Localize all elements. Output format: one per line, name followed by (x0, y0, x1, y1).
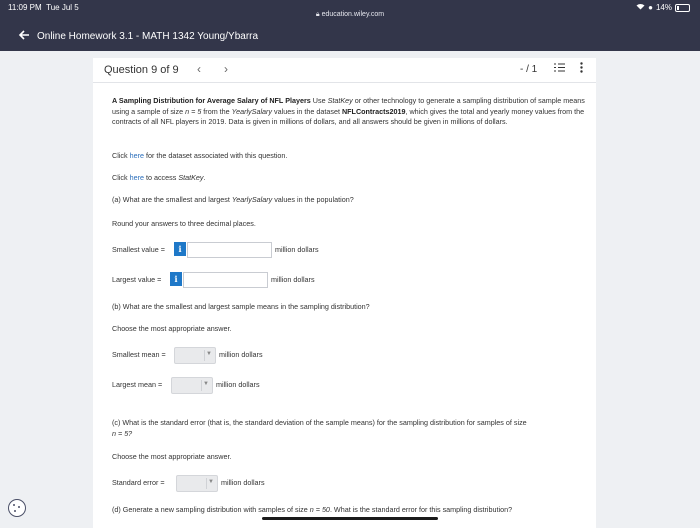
unit-label: million dollars (216, 380, 260, 389)
standard-error-select[interactable] (176, 475, 218, 492)
next-question-button[interactable]: › (224, 62, 228, 76)
part-b-prompt: (b) What are the smallest and largest sample means in the sampling distribution? (112, 302, 370, 311)
battery-icon (675, 4, 690, 12)
smallest-mean-label: Smallest mean = (112, 350, 166, 359)
round-instruction: Round your answers to three decimal places. (112, 219, 256, 228)
status-time: 11:09 PM Tue Jul 5 (8, 3, 79, 12)
smallest-value-input[interactable] (187, 242, 272, 258)
standard-error-label: Standard error = (112, 478, 165, 487)
statkey-link[interactable]: here (129, 173, 144, 182)
statkey-line: Click here to access StatKey. (112, 173, 206, 182)
largest-mean-label: Largest mean = (112, 380, 163, 389)
question-list-icon[interactable] (554, 63, 565, 75)
chevron-down-icon: ▼ (203, 381, 209, 387)
largest-value-label: Largest value = (112, 275, 162, 284)
unit-label: million dollars (221, 478, 265, 487)
part-a-prompt: (a) What are the smallest and largest YearlySalary values in the population? (112, 195, 354, 204)
dataset-link[interactable]: here (129, 151, 144, 160)
choose-instruction: Choose the most appropriate answer. (112, 452, 232, 461)
question-header (93, 58, 596, 83)
info-icon[interactable]: i (174, 242, 186, 256)
battery-percent: 14% (655, 3, 672, 12)
dataset-line: Click here for the dataset associated with this question. (112, 151, 288, 160)
app-header (0, 22, 700, 51)
url-bar[interactable]: 🔒︎ education.wiley.com (315, 11, 385, 18)
unit-label: million dollars (275, 245, 319, 254)
smallest-mean-select[interactable] (174, 347, 216, 364)
largest-value-input[interactable] (183, 272, 268, 288)
page-title: Online Homework 3.1 - MATH 1342 Young/Ybarra (37, 31, 259, 42)
points-value: - / 1 (520, 64, 538, 75)
cookie-settings-icon[interactable] (8, 499, 26, 517)
unit-label: million dollars (271, 275, 315, 284)
largest-mean-select[interactable] (171, 377, 213, 394)
smallest-value-label: Smallest value = (112, 245, 165, 254)
info-icon[interactable]: i (170, 272, 182, 286)
chevron-down-icon: ▼ (206, 351, 212, 357)
wifi-icon (636, 3, 645, 12)
lock-icon: 🔒︎ (315, 11, 320, 18)
question-card (93, 58, 596, 528)
part-c-prompt: (c) What is the standard error (that is, the standard deviation of the sample means) for the sampling distribution for samples of size n = 5? (112, 418, 527, 438)
status-bar (0, 0, 700, 22)
choose-instruction: Choose the most appropriate answer. (112, 324, 232, 333)
unit-label: million dollars (219, 350, 263, 359)
location-icon: ● (648, 3, 653, 12)
home-indicator[interactable] (262, 517, 438, 520)
question-intro: A Sampling Distribution for Average Salary of NFL Players Use StatKey or other technology to generate a sampling distribution of sample means using a sample of size n = 5 from the YearlySalary values in the dataset NFLContracts2019, which gives the total and yearly money values from the contracts of all NFL players in 2019. Data is given in millions of dollars, and all answers should be given in millions of dollars. (112, 96, 585, 127)
chevron-down-icon: ▼ (208, 479, 214, 485)
back-arrow-icon[interactable] (18, 28, 30, 44)
prev-question-button[interactable]: ‹ (197, 62, 201, 76)
more-options-icon[interactable] (580, 62, 583, 76)
status-indicators (636, 3, 690, 12)
question-counter: Question 9 of 9 (104, 64, 179, 76)
part-d-prompt: (d) Generate a new sampling distribution with samples of size n = 50. What is the standard error for this sampling distribution? (112, 505, 513, 514)
